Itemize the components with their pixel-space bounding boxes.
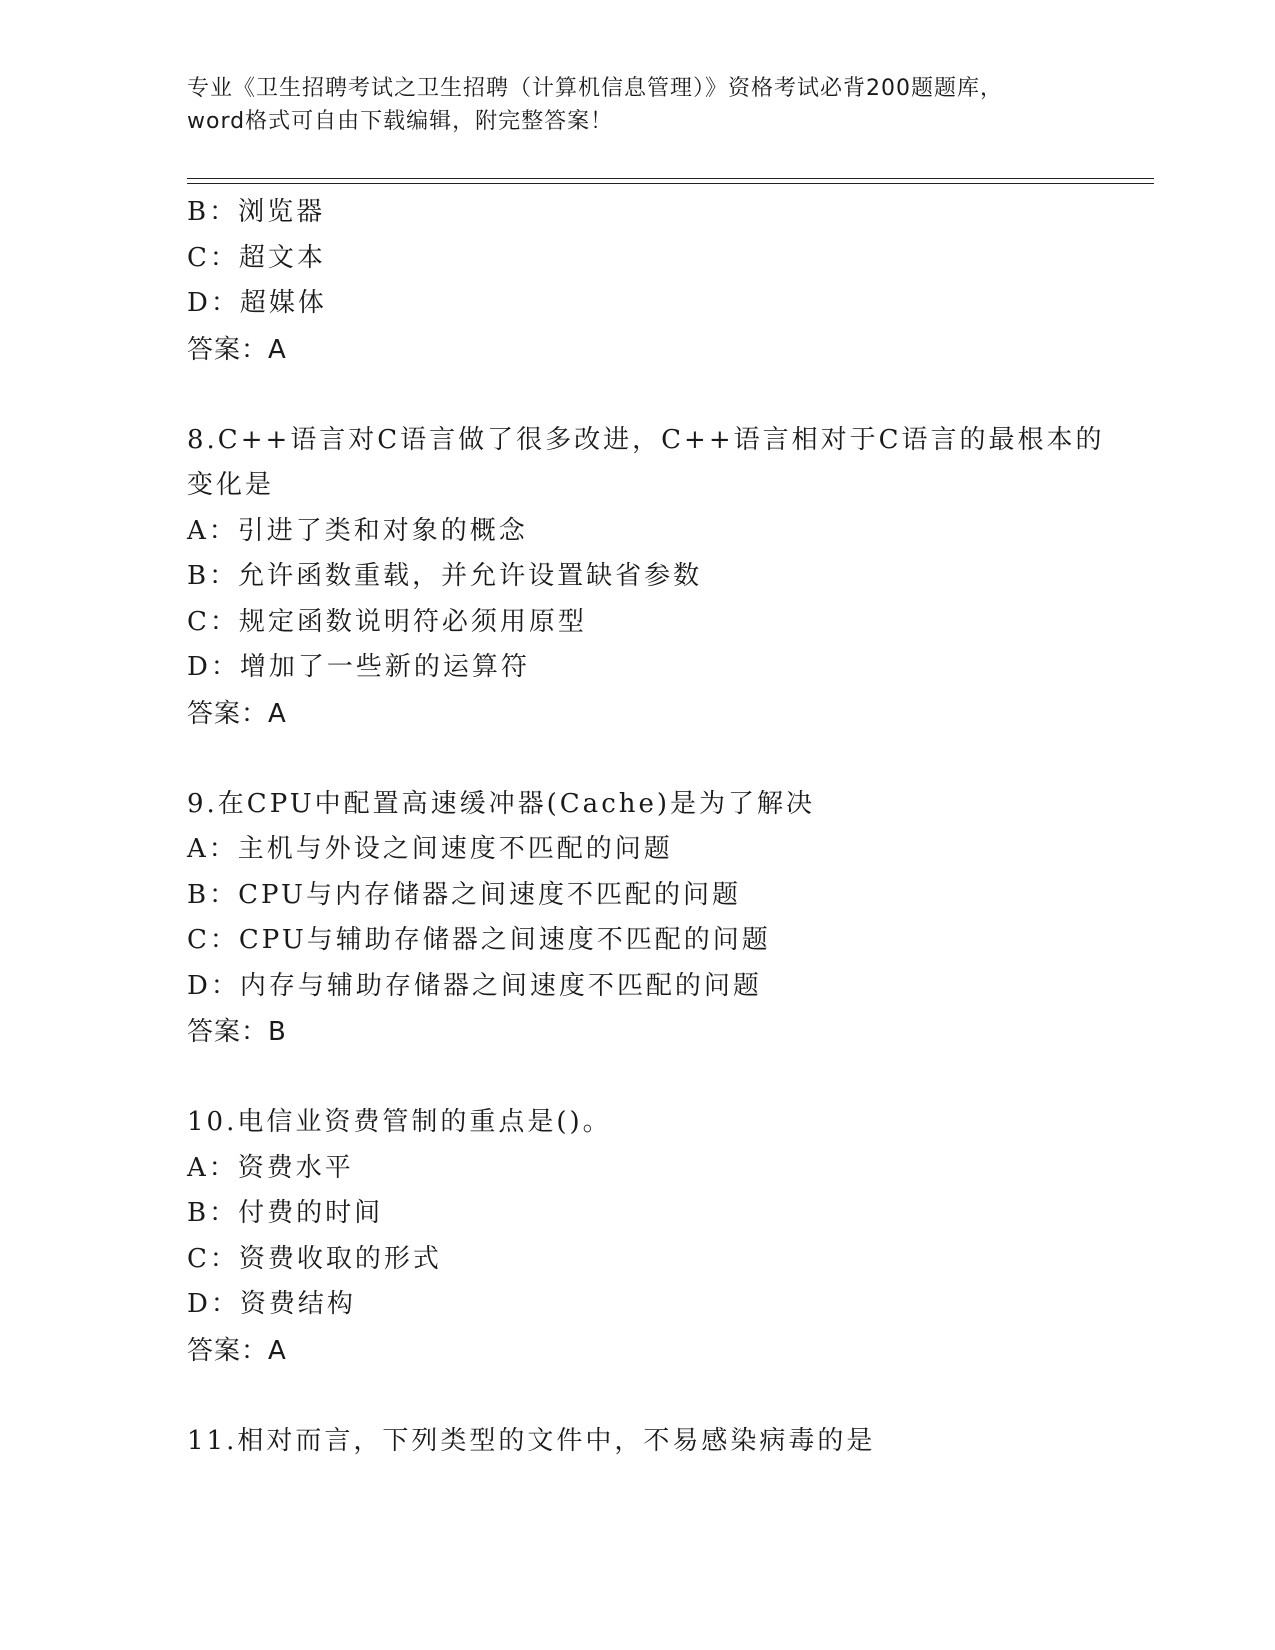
option-c: C：CPU与辅助存储器之间速度不匹配的问题 (187, 925, 771, 955)
question-list (187, 190, 1147, 1464)
question-stem-continued: 变化是 (187, 470, 275, 500)
header-divider-top (187, 178, 1154, 179)
header-divider-bottom (187, 183, 1154, 184)
option-c: C：规定函数说明符必须用原型 (187, 606, 587, 637)
answer: 答案：A (187, 1335, 287, 1366)
question-7 (187, 190, 1147, 373)
question-stem: 11.相对而言，下列类型的文件中，不易感染病毒的是 (187, 1425, 876, 1456)
option-b: B：允许函数重载，并允许设置缺省参数 (187, 561, 703, 591)
answer: 答案：A (187, 334, 287, 365)
option-d: D：超媒体 (187, 288, 327, 318)
option-a: A：引进了类和对象的概念 (187, 515, 528, 546)
question-9 (187, 782, 1147, 1056)
option-a: A：主机与外设之间速度不匹配的问题 (187, 834, 673, 864)
spacer (187, 1374, 1147, 1419)
spacer (187, 737, 1147, 782)
option-d: D：增加了一些新的运算符 (187, 652, 530, 682)
spacer (187, 373, 1147, 418)
question-8 (187, 418, 1147, 737)
option-b: B：CPU与内存储器之间速度不匹配的问题 (187, 879, 741, 910)
option-c: C：资费收取的形式 (187, 1243, 442, 1274)
answer: 答案：A (187, 698, 287, 729)
question-stem: 10.电信业资费管制的重点是()。 (187, 1107, 612, 1137)
header-line-2: word格式可自由下载编辑，附完整答案！ (187, 109, 614, 134)
header-line-1: 专业《卫生招聘考试之卫生招聘（计算机信息管理）》资格考试必背200题题库， (187, 76, 1003, 101)
option-b: B：浏览器 (187, 197, 326, 227)
question-10 (187, 1100, 1147, 1374)
question-11 (187, 1419, 1147, 1465)
option-d: D：内存与辅助存储器之间速度不匹配的问题 (187, 970, 762, 1001)
option-b: B：付费的时间 (187, 1198, 384, 1228)
document-header (187, 72, 1087, 138)
option-c: C：超文本 (187, 242, 326, 273)
answer: 答案：B (187, 1017, 287, 1047)
option-a: A：资费水平 (187, 1152, 354, 1183)
spacer (187, 1055, 1147, 1100)
question-stem: 8.C++语言对C语言做了很多改进，C++语言相对于C语言的最根本的 (187, 424, 1105, 455)
question-stem: 9.在CPU中配置高速缓冲器(Cache)是为了解决 (187, 788, 816, 819)
option-d: D：资费结构 (187, 1289, 356, 1319)
